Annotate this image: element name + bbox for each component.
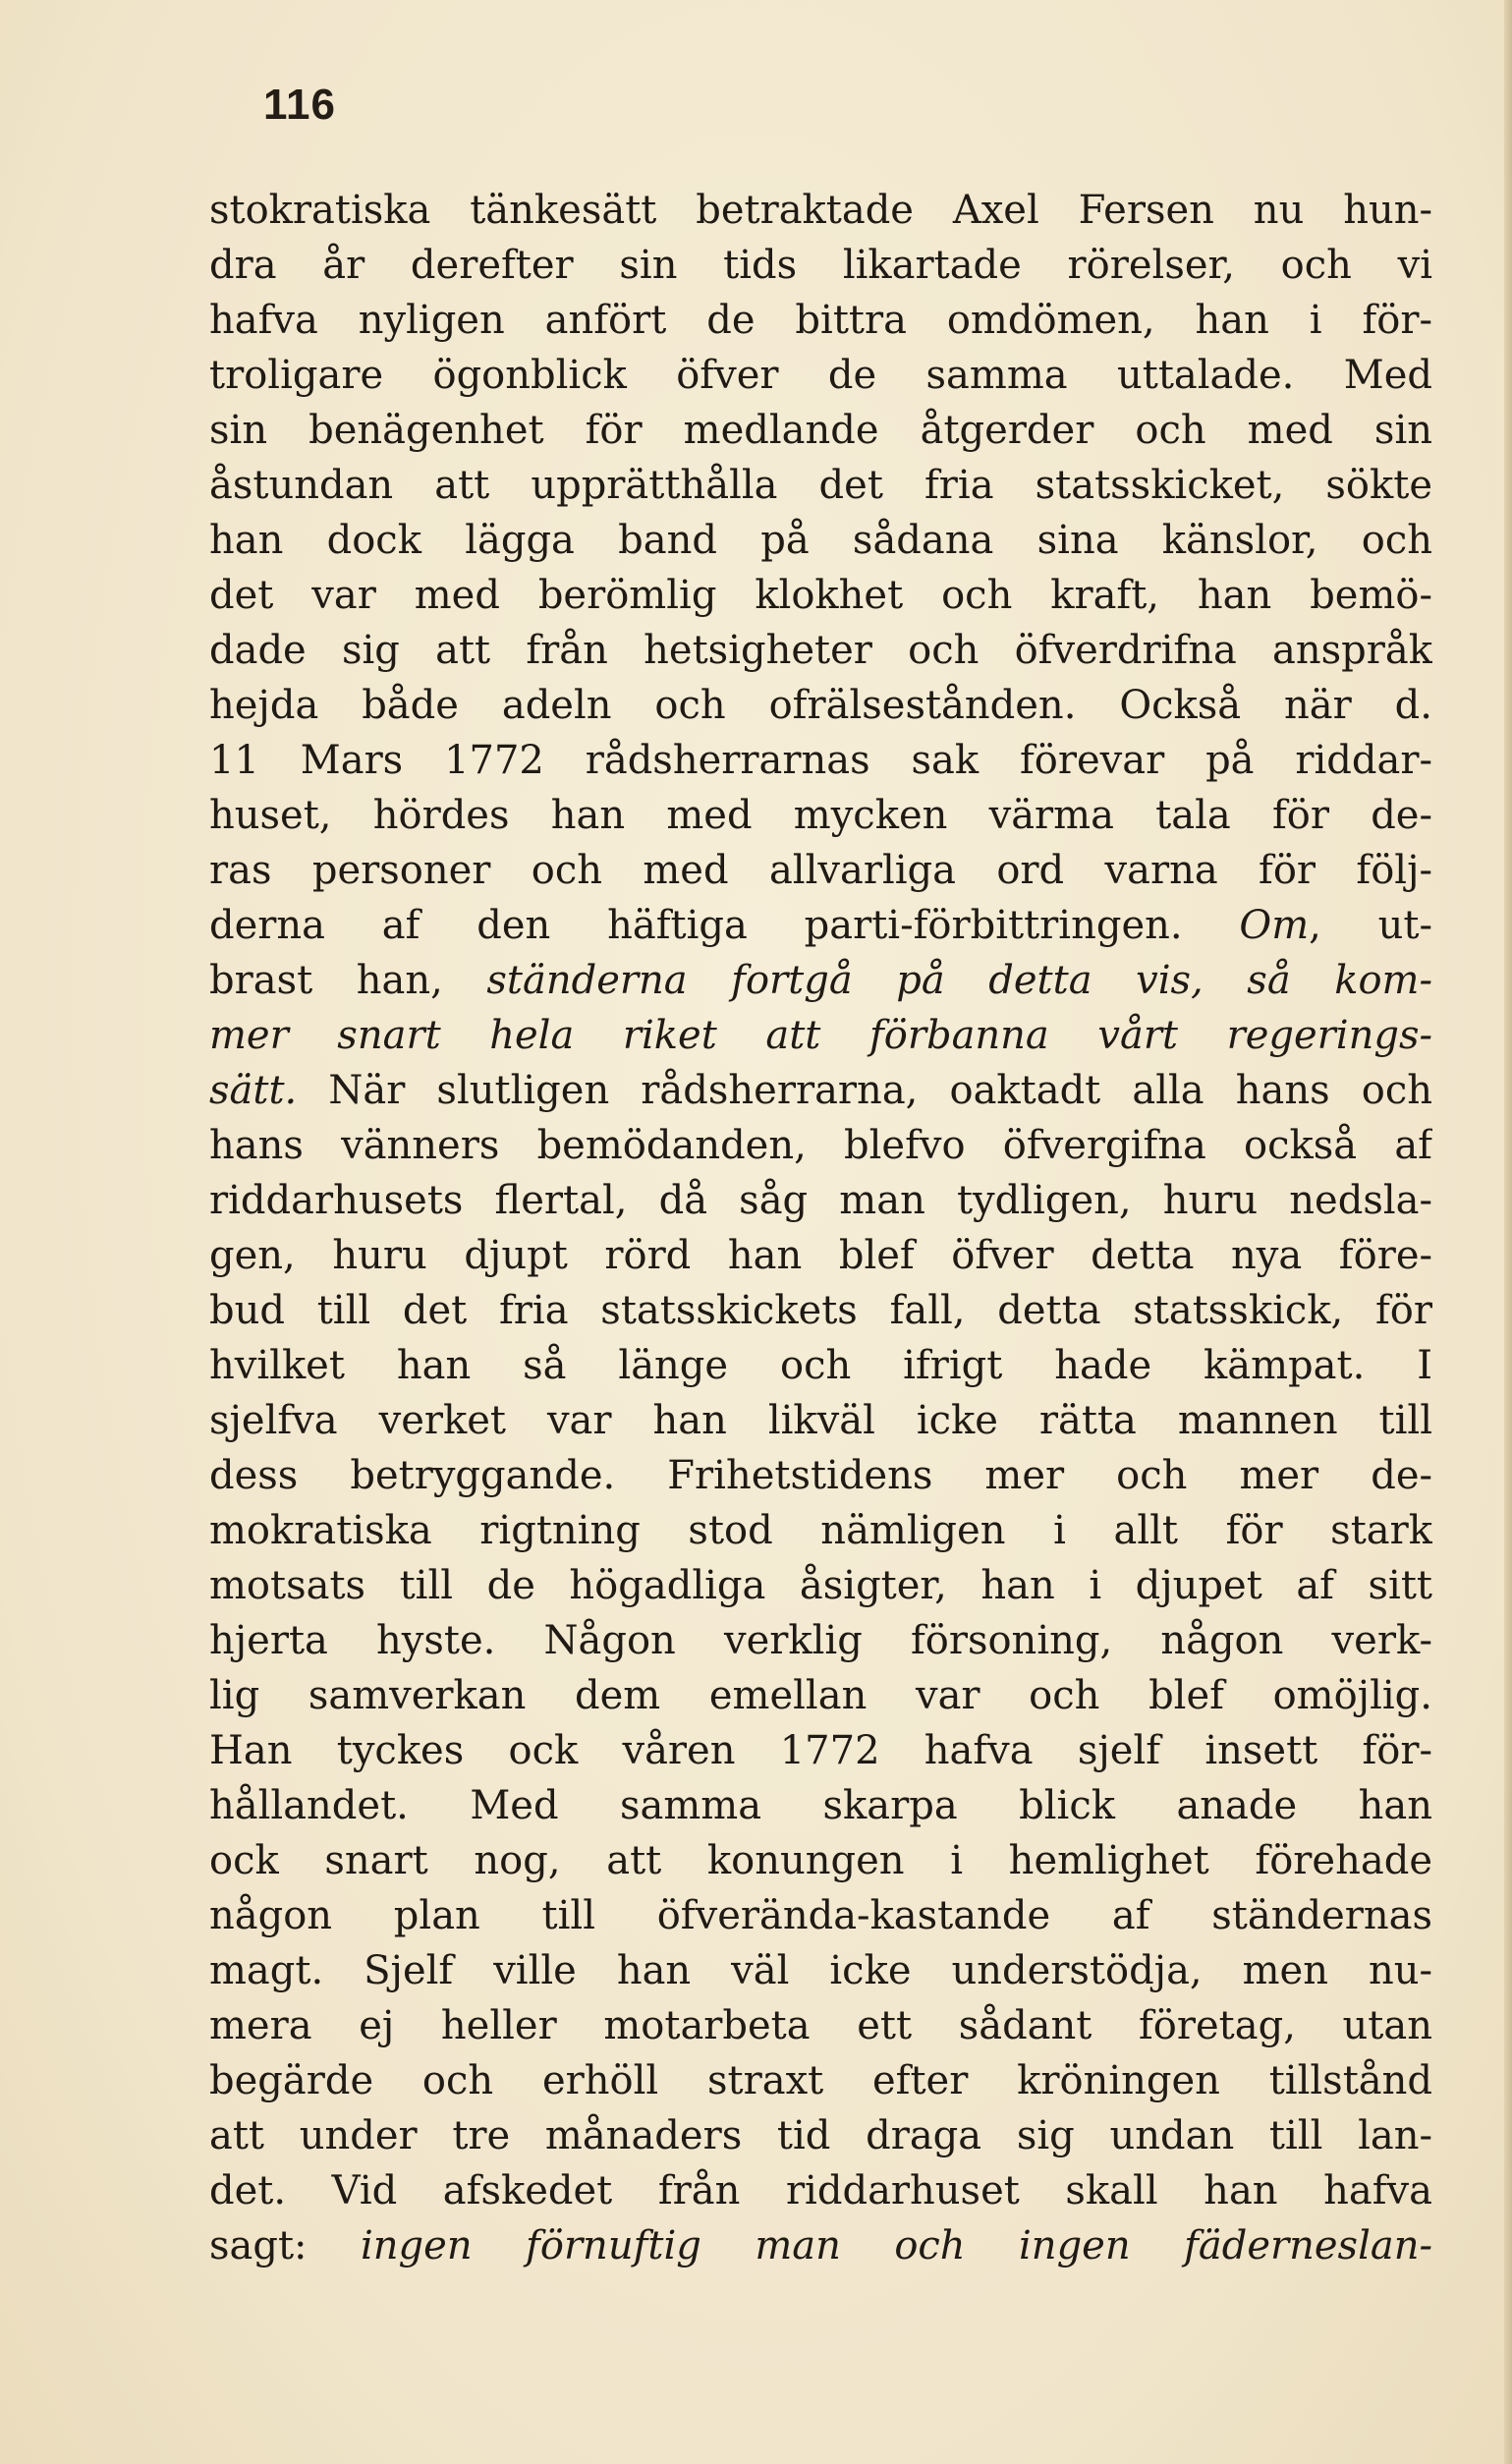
- text-line: [209, 1338, 1432, 1393]
- text-segment: lig samverkan dem emellan var och blef omöjlig.: [209, 1673, 1432, 1718]
- text-line: [209, 1173, 1432, 1228]
- text-line: [209, 788, 1432, 843]
- text-segment: sjelfva verket var han likväl icke rätta mannen till: [209, 1398, 1432, 1443]
- text-segment: ras personer och med allvarliga ord varna för följ-: [209, 848, 1432, 893]
- italic-text-segment: Om: [1239, 903, 1310, 948]
- text-segment: derna af den häftiga parti-förbittringen.: [209, 903, 1240, 948]
- text-line: [209, 1888, 1432, 1943]
- text-line: [209, 293, 1432, 348]
- text-segment: gen, huru djupt rörd han blef öfver detta nya före-: [209, 1233, 1432, 1278]
- text-line: [209, 843, 1432, 898]
- text-line: [209, 568, 1432, 623]
- text-line: [209, 513, 1432, 568]
- text-segment: sagt:: [209, 2223, 361, 2268]
- text-segment: det var med berömlig klokhet och kraft, han bemö-: [209, 573, 1432, 618]
- text-segment: hjerta hyste. Någon verklig försoning, någon verk-: [209, 1618, 1432, 1663]
- text-line: [209, 1998, 1432, 2053]
- text-segment: hvilket han så länge och ifrigt hade kämpat. I: [209, 1343, 1432, 1388]
- text-segment: dess betryggande. Frihetstidens mer och mer de-: [209, 1453, 1432, 1498]
- text-line: [209, 1668, 1432, 1723]
- text-segment: 11 Mars 1772 rådsherrarnas sak förevar på riddar-: [209, 738, 1432, 783]
- text-line: [209, 1118, 1432, 1173]
- text-segment: någon plan till öfverända-kastande af ständernas: [209, 1893, 1432, 1938]
- text-line: [209, 1503, 1432, 1558]
- text-line: [209, 2053, 1432, 2108]
- text-segment: hållandet. Med samma skarpa blick anade han: [209, 1783, 1432, 1828]
- italic-text-segment: mer snart hela riket att förbanna vårt regerings-: [209, 1013, 1432, 1058]
- text-line: [209, 1943, 1432, 1998]
- text-segment: motsats till de högadliga åsigter, han i djupet af sitt: [209, 1563, 1432, 1608]
- text-line: [209, 238, 1432, 293]
- text-segment: stokratiska tänkesätt betraktade Axel Fersen nu hun-: [209, 188, 1432, 233]
- text-line: [209, 1393, 1432, 1448]
- text-segment: han dock lägga band på sådana sina känslor, och: [209, 518, 1432, 563]
- text-line: [209, 1613, 1432, 1668]
- text-segment: mera ej heller motarbeta ett sådant företag, utan: [209, 2003, 1432, 2048]
- text-line: [209, 183, 1432, 238]
- text-segment: det. Vid afskedet från riddarhuset skall han hafva: [209, 2168, 1432, 2213]
- text-segment: , ut-: [1309, 903, 1432, 948]
- text-segment: brast han,: [209, 958, 487, 1003]
- text-line: [209, 678, 1432, 733]
- text-segment: begärde och erhöll straxt efter kröningen tillstånd: [209, 2058, 1432, 2103]
- text-segment: magt. Sjelf ville han väl icke understödja, men nu-: [209, 1948, 1432, 1993]
- text-segment: ock snart nog, att konungen i hemlighet förehade: [209, 1838, 1432, 1883]
- text-segment: dra år derefter sin tids likartade rörelser, och vi: [209, 243, 1432, 288]
- text-line: [209, 348, 1432, 403]
- page-edge-shadow: [1504, 0, 1512, 2464]
- text-line: [209, 1063, 1432, 1118]
- text-line: [209, 898, 1432, 953]
- body-text: [209, 183, 1432, 2273]
- italic-text-segment: ständerna fortgå på detta vis, så kom-: [486, 958, 1432, 1003]
- text-segment: åstundan att upprätthålla det fria statsskicket, sökte: [209, 463, 1432, 508]
- italic-text-segment: ingen förnuftig man och ingen fäderneslan-: [361, 2223, 1432, 2268]
- text-line: [209, 1778, 1432, 1833]
- text-line: [209, 1448, 1432, 1503]
- text-line: [209, 403, 1432, 458]
- text-line: [209, 2108, 1432, 2163]
- text-line: [209, 1008, 1432, 1063]
- text-segment: mokratiska rigtning stod nämligen i allt för stark: [209, 1508, 1432, 1553]
- text-line: [209, 1833, 1432, 1888]
- text-line: [209, 623, 1432, 678]
- text-line: [209, 1723, 1432, 1778]
- text-segment: huset, hördes han med mycken värma tala för de-: [209, 793, 1432, 838]
- text-line: [209, 2163, 1432, 2218]
- text-segment: När slutligen rådsherrarna, oaktadt alla hans och: [297, 1068, 1432, 1113]
- text-line: [209, 458, 1432, 513]
- text-segment: hans vänners bemödanden, blefvo öfvergifna också af: [209, 1123, 1432, 1168]
- text-segment: hejda både adeln och ofrälsestånden. Också när d.: [209, 683, 1432, 728]
- text-segment: riddarhusets flertal, då såg man tydligen, huru nedsla-: [209, 1178, 1432, 1223]
- text-line: [209, 733, 1432, 788]
- page-number: 116: [263, 81, 336, 129]
- italic-text-segment: sätt.: [209, 1068, 298, 1113]
- text-line: [209, 1228, 1432, 1283]
- text-segment: bud till det fria statsskickets fall, detta statsskick, för: [209, 1288, 1432, 1333]
- text-segment: troligare ögonblick öfver de samma uttalade. Med: [209, 353, 1432, 398]
- text-segment: Han tyckes ock våren 1772 hafva sjelf insett för-: [209, 1728, 1432, 1773]
- text-line: [209, 2218, 1432, 2273]
- text-segment: dade sig att från hetsigheter och öfverdrifna anspråk: [209, 628, 1432, 673]
- text-line: [209, 1558, 1432, 1613]
- text-line: [209, 1283, 1432, 1338]
- text-segment: sin benägenhet för medlande åtgerder och med sin: [209, 408, 1432, 453]
- text-segment: hafva nyligen anfört de bittra omdömen, han i för-: [209, 298, 1432, 343]
- text-segment: att under tre månaders tid draga sig undan till lan-: [209, 2113, 1432, 2158]
- text-line: [209, 953, 1432, 1008]
